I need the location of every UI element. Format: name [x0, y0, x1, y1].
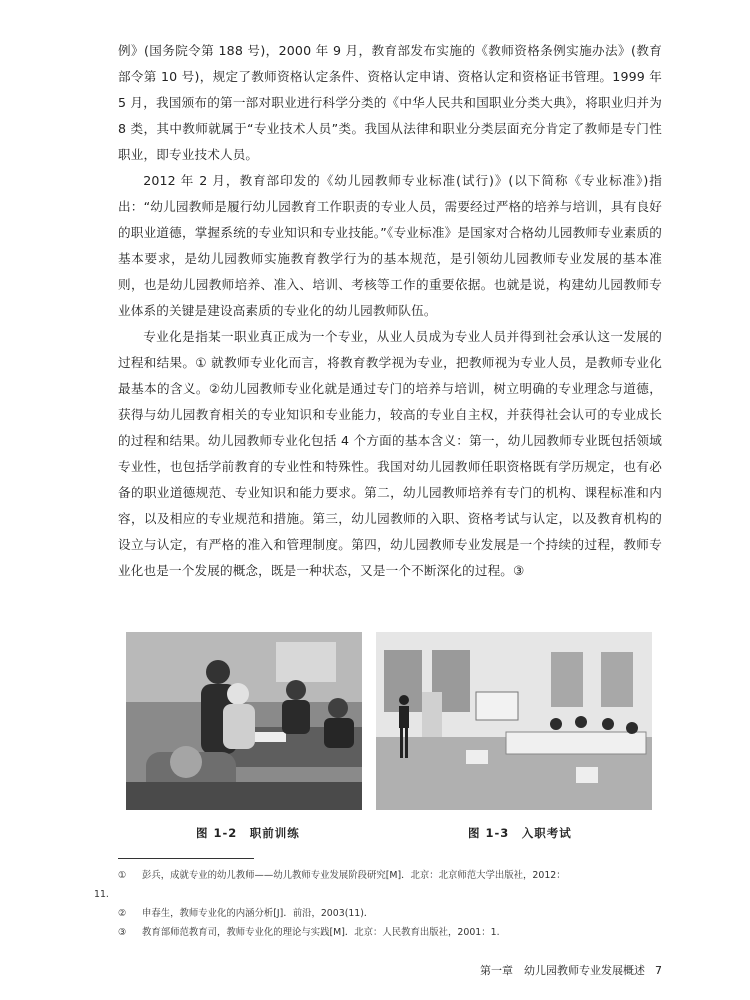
- footnote-divider: [118, 858, 254, 859]
- footnote-3: [118, 923, 662, 942]
- paragraph-3: 专业化是指某一职业真正成为一个专业，从业人员成为专业人员并得到社会承认这一发展的过程和结果。① 就教师专业化而言，将教育教学视为专业，把教师视为专业人员，是教师专业化最基本的含义。②幼儿园教师专业化就是通过专门的培养与培训，树立明确的专业理念与道德，获得与幼儿园教育相关的专业知识和专业能力，较高的专业自主权，并获得社会认可的专业成长的过程和结果。幼儿园教师专业化包括 4 个方面的基本含义：第一，幼儿园教师专业既包括领域专业性，也包括学前教育的专业性和特殊性。我国对幼儿园教师任职资格既有学历规定，也有必备的职业道德规范、专业知识和能力要求。第二，幼儿园教师培养有专门的机构、课程标准和内容，以及相应的专业规范和措施。第三，幼儿园教师的入职、资格考试与认定，以及教育机构的设立与认定，有严格的准入和管理制度。第四，幼儿园教师专业发展是一个持续的过程，教师专业化也是一个发展的概念，既是一种状态，又是一个不断深化的过程。③: [118, 329, 662, 578]
- figure-1-2-caption: 图 1-2 职前训练: [196, 826, 300, 840]
- footnote-text: 申春生，教师专业化的内涵分析[J]．前沿，2003(11)．: [142, 908, 374, 919]
- footnote-marker: ①: [118, 870, 127, 881]
- exam-photo-image: [376, 632, 652, 810]
- figure-1-3-caption: 图 1-3 入职考试: [468, 826, 572, 840]
- figure-1-2-photo: [126, 632, 362, 810]
- figure-1-3-photo: [376, 632, 652, 810]
- training-photo-image: [126, 632, 362, 810]
- footnotes: [94, 866, 662, 942]
- footnote-marker: ②: [118, 908, 127, 919]
- footnote-text: 彭兵，成就专业的幼儿教师——幼儿教师专业发展阶段研究[M]．北京：北京师范大学出版社，2012：: [142, 870, 566, 881]
- footnote-2: [118, 904, 662, 923]
- footnote-1-continuation: 11.: [94, 889, 109, 900]
- footnote-marker: ③: [118, 927, 127, 938]
- chapter-title: 第一章 幼儿园教师专业发展概述: [480, 964, 645, 977]
- paragraph-1: 例》(国务院令第 188 号)，2000 年 9 月，教育部发布实施的《教师资格条例实施办法》(教育部令第 10 号)，规定了教师资格认定条件、资格认定申请、资格认定和资格证书管理。1999 年 5 月，我国颁布的第一部对职业进行科学分类的《中华人民共和国职业分类大典》，将职业归并为 8 类，其中教师就属于“专业技术人员”类。我国从法律和职业分类层面充分肯定了教师是专门性职业，即专业技术人员。: [118, 43, 662, 162]
- page-number: 7: [655, 964, 662, 977]
- page-footer: [480, 962, 662, 978]
- paragraph-2: 2012 年 2 月，教育部印发的《幼儿园教师专业标准(试行)》(以下简称《专业标准》)指出：“幼儿园教师是履行幼儿园教育工作职责的专业人员，需要经过严格的培养与培训，具有良好的职业道德，掌握系统的专业知识和专业技能。”《专业标准》是国家对合格幼儿园教师专业素质的基本要求，是幼儿园教师实施教育教学行为的基本规范，是引领幼儿园教师专业发展的基本准则，也是幼儿园教师培养、准入、培训、考核等工作的重要依据。也就是说，构建幼儿园教师专业体系的关键是建设高素质的专业化的幼儿园教师队伍。: [118, 173, 662, 318]
- footnote-1: [118, 866, 662, 885]
- footnote-text: 教育部师范教育司，教师专业化的理论与实践[M]．北京：人民教育出版社，2001：1.: [142, 927, 500, 938]
- body-text: [118, 38, 662, 584]
